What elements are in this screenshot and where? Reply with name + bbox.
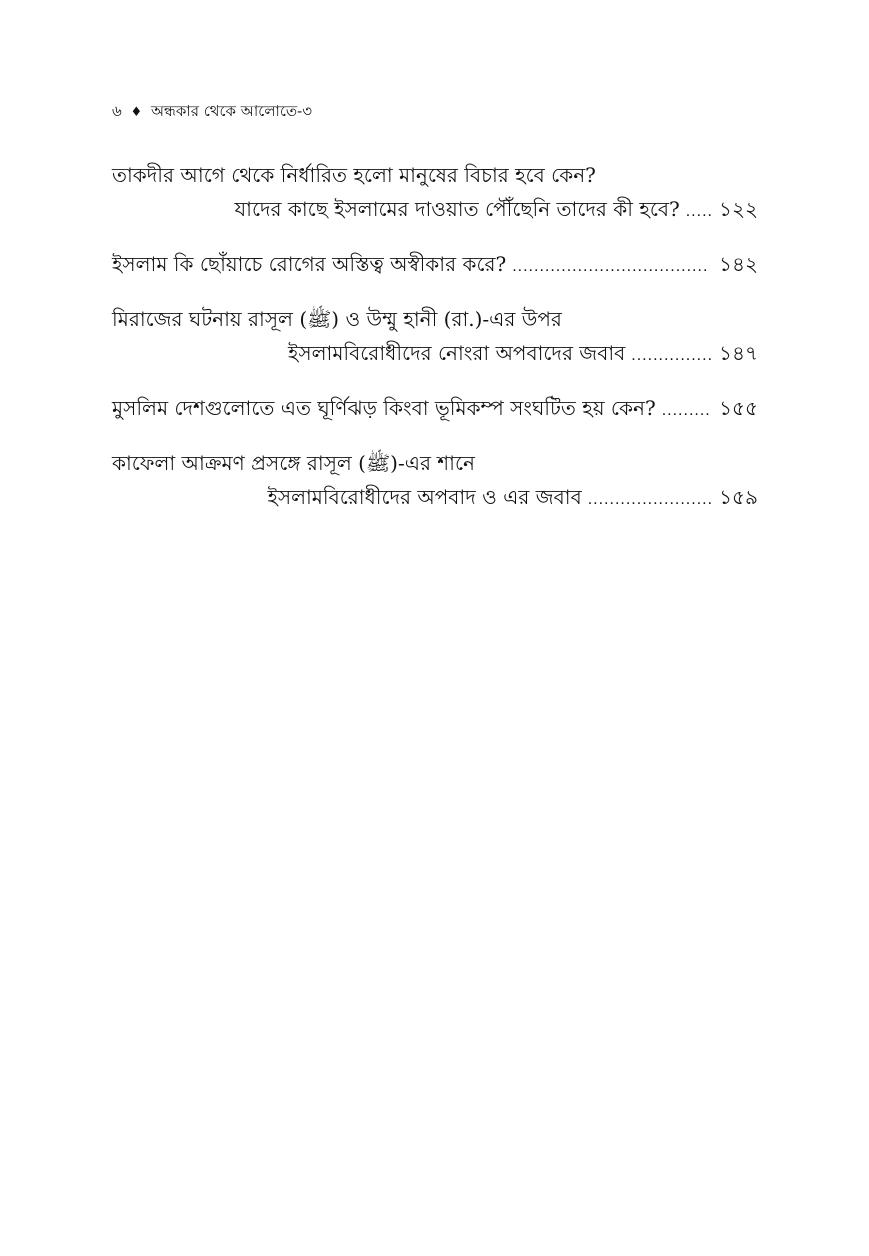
toc-entry-title-line2: যাদের কাছে ইসলামের দাওয়াত পৌঁছেনি তাদের কী হবে? — [234, 197, 680, 221]
dot-leader: ......... — [661, 403, 711, 419]
toc-entry-title-line1: তাকদীর আগে থেকে নির্ধারিত হলো মানুষের বিচার হবে কেন? — [112, 163, 596, 187]
toc-entry-title-line2: ইসলামবিরোধীদের অপবাদ ও এর জবাব — [267, 485, 582, 509]
page-number: ৬ — [112, 102, 122, 120]
book-title: অন্ধকার থেকে আলোতে-৩ — [150, 102, 312, 120]
toc-entry-last-line — [112, 247, 758, 284]
toc-page-number: ১৪৭ — [719, 341, 758, 365]
toc-entry-last-line — [112, 480, 758, 517]
toc-entry-title-line2: ইসলামবিরোধীদের নোংরা অপবাদের জবাব — [288, 341, 626, 365]
toc-entry-title-line1: কাফেলা আক্রমণ প্রসঙ্গে রাসূল (ﷺ)-এর শানে — [112, 451, 475, 475]
diamond-separator-icon: ♦ — [130, 105, 143, 120]
dot-leader: ..... — [685, 204, 713, 220]
toc-entry-last-line — [112, 391, 758, 428]
toc-entry-last-line — [112, 336, 758, 373]
toc-page-number: ১২২ — [719, 197, 758, 221]
toc-entry-last-line — [112, 192, 758, 229]
toc-entry — [112, 391, 758, 428]
toc-entry-title-line1: মুসলিম দেশগুলোতে এত ঘূর্ণিঝড় কিংবা ভূমিকম্প সংঘটিত হয় কেন? — [112, 396, 656, 420]
toc-entry-title-line1: ইসলাম কি ছোঁয়াচে রোগের অস্তিত্ব অস্বীকার করে? — [112, 252, 507, 276]
running-header — [112, 101, 312, 123]
toc-entry — [112, 247, 758, 284]
toc-page-number: ১৪২ — [719, 252, 758, 276]
dot-leader: ............... — [631, 348, 714, 364]
toc-page-number: ১৫৯ — [719, 485, 758, 509]
toc-entry — [112, 302, 758, 373]
toc-entry — [112, 446, 758, 517]
toc-page-number: ১৫৫ — [719, 396, 758, 420]
toc-entry-title-line1: মিরাজের ঘটনায় রাসূল (ﷺ) ও উম্মু হানী (রা.)-এর উপর — [112, 307, 562, 331]
dot-leader: ....................... — [587, 492, 714, 508]
dot-leader: .................................... — [512, 259, 709, 275]
table-of-contents — [112, 158, 758, 535]
toc-entry — [112, 158, 758, 229]
